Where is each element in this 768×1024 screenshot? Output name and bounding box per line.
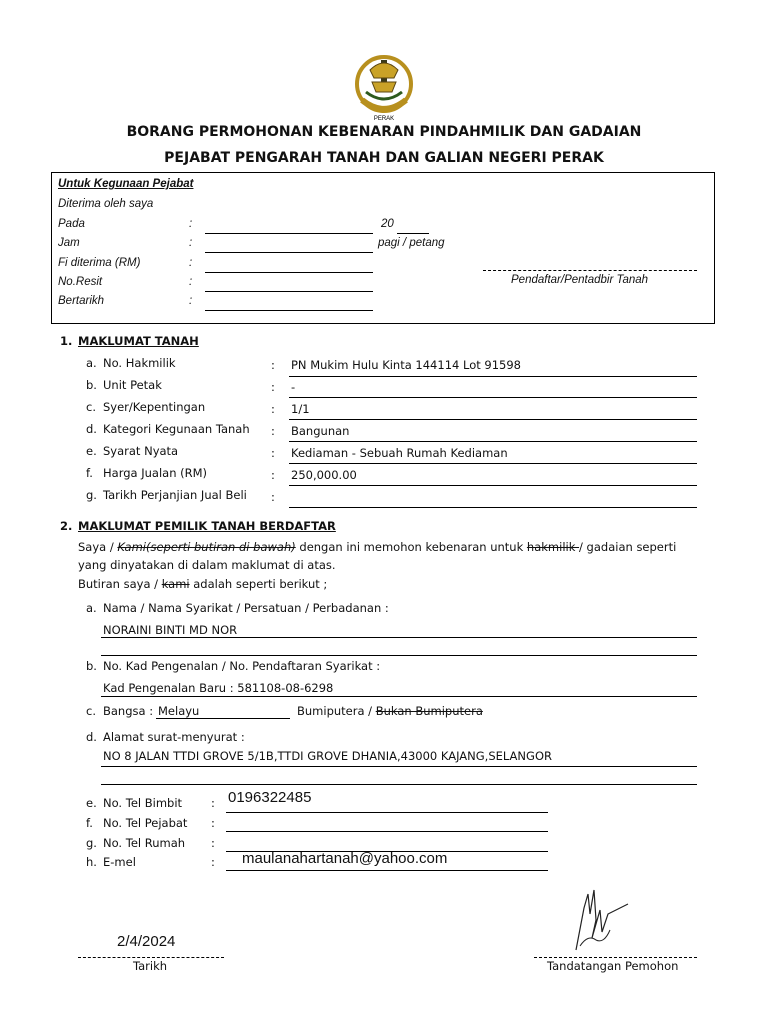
field-underline [226,831,548,832]
ic-number-value: Kad Pengenalan Baru : 581108-08-6298 [103,681,334,695]
office-field-year[interactable] [397,233,429,234]
colon: : [271,402,275,416]
field-underline [289,463,697,464]
owner-name-value: NORAINI BINTI MD NOR [103,623,238,637]
title-number-label: No. Hakmilik [103,356,176,370]
ic-label: No. Kad Pengenalan / No. Pendaftaran Syarikat : [103,659,381,673]
sale-price-label: Harga Jualan (RM) [103,466,208,480]
email-value: maulanahartanah@yahoo.com [242,850,448,867]
office-colon: : [189,237,193,249]
form-title: BORANG PERMOHONAN KEBENARAN PINDAHMILIK DAN GADAIAN [126,124,642,140]
am-pm-label: pagi / petang [378,237,445,249]
perak-crest-logo [348,48,420,122]
registrar-label: Pendaftar/Pentadbir Tanah [511,274,649,286]
item-letter: f. [86,816,93,830]
office-colon: : [189,295,193,307]
office-field-pada[interactable] [205,233,373,234]
land-category-label: Kategori Kegunaan Tanah [103,422,250,436]
item-letter: c. [86,400,96,414]
section1-number: 1. [60,334,73,348]
item-letter: d. [86,730,97,744]
colon: : [271,424,275,438]
share-value: 1/1 [291,402,310,416]
form-subtitle: PEJABAT PENGARAH TANAH DAN GALIAN NEGERI PERAK [164,150,604,166]
field-underline [101,655,697,656]
unit-value: - [291,380,296,394]
item-letter: e. [86,796,97,810]
received-by-label: Diterima oleh saya [58,198,154,210]
declaration-paragraph: Saya / Kami(seperti butiran di bawah) dengan ini memohon kebenaran untuk hakmilik / gadaian seperti [78,540,677,554]
colon: : [211,816,215,830]
field-underline [101,784,697,785]
item-letter: e. [86,444,97,458]
field-underline [289,376,697,377]
item-letter: b. [86,378,97,392]
home-phone-label: No. Tel Rumah [103,836,186,850]
item-letter: a. [86,601,97,615]
item-letter: f. [86,466,93,480]
colon: : [271,490,275,504]
name-label: Nama / Nama Syarikat / Persatuan / Perbadanan : [103,601,389,615]
applicant-signature-image [566,880,636,958]
field-underline [101,766,697,767]
date-signature-line [78,957,224,958]
field-underline [226,870,548,871]
race-value: Melayu [158,704,200,718]
office-field-dated[interactable] [205,310,373,311]
field-underline [101,696,697,697]
item-letter: h. [86,855,97,869]
office-colon: : [189,257,193,269]
office-colon: : [189,276,193,288]
colon: : [211,855,215,869]
item-letter: d. [86,422,97,436]
field-underline [289,397,697,398]
colon: : [271,380,275,394]
express-condition-label: Syarat Nyata [103,444,179,458]
field-underline [289,441,697,442]
mobile-value: 0196322485 [228,789,312,806]
address-label: Alamat surat-menyurat : [103,730,245,744]
office-phone-label: No. Tel Pejabat [103,816,188,830]
signature-label: Tandatangan Pemohon [547,959,679,973]
item-letter: b. [86,659,97,673]
field-underline [226,812,548,813]
sale-agreement-date-label: Tarikh Perjanjian Jual Beli [103,488,247,502]
office-use-heading: Untuk Kegunaan Pejabat [58,178,194,190]
colon: : [271,468,275,482]
declaration-line2: yang dinyatakan di dalam maklumat di atas. [78,558,336,572]
crest-caption: PERAK [373,116,395,122]
email-label: E-mel [103,855,136,869]
race-label: Bangsa : [103,704,154,718]
land-category-value: Bangunan [291,424,350,438]
unit-label: Unit Petak [103,378,162,392]
office-field-receipt[interactable] [205,291,373,292]
field-underline [289,507,697,508]
office-label-fee: Fi diterima (RM) [58,257,141,269]
share-label: Syer/Kepentingan [103,400,206,414]
mobile-label: No. Tel Bimbit [103,796,183,810]
section2-title: MAKLUMAT PEMILIK TANAH BERDAFTAR [78,519,336,533]
field-underline [289,419,697,420]
express-condition-value: Kediaman - Sebuah Rumah Kediaman [291,446,508,460]
colon: : [271,358,275,372]
field-underline [156,718,290,719]
date-value: 2/4/2024 [117,933,176,950]
colon: : [211,796,215,810]
colon: : [211,836,215,850]
section1-title: MAKLUMAT TANAH [78,334,199,348]
item-letter: c. [86,704,96,718]
date-label: Tarikh [133,959,168,973]
office-field-jam[interactable] [205,252,373,253]
bumiputera-status: Bumiputera / Bukan Bumiputera [297,704,483,718]
office-label-dated: Bertarikh [58,295,105,307]
office-label-receipt: No.Resit [58,276,103,288]
field-underline [289,485,697,486]
office-label-jam: Jam [58,237,80,249]
section2-number: 2. [60,519,73,533]
colon: : [271,446,275,460]
applicant-signature-line [534,957,697,958]
field-underline [101,637,697,638]
office-label-pada: Pada [58,218,85,230]
item-letter: a. [86,356,97,370]
sale-price-value: 250,000.00 [291,468,357,482]
office-colon: : [189,218,193,230]
registrar-signature-line [483,270,697,271]
item-letter: g. [86,488,97,502]
details-intro: Butiran saya / kami adalah seperti berikut ; [78,577,328,591]
title-number-value: PN Mukim Hulu Kinta 144114 Lot 91598 [291,358,521,372]
item-letter: g. [86,836,97,850]
address-value: NO 8 JALAN TTDI GROVE 5/1B,TTDI GROVE DHANIA,43000 KAJANG,SELANGOR [103,749,552,763]
office-field-fee[interactable] [205,272,373,273]
year-prefix: 20 [381,218,394,230]
